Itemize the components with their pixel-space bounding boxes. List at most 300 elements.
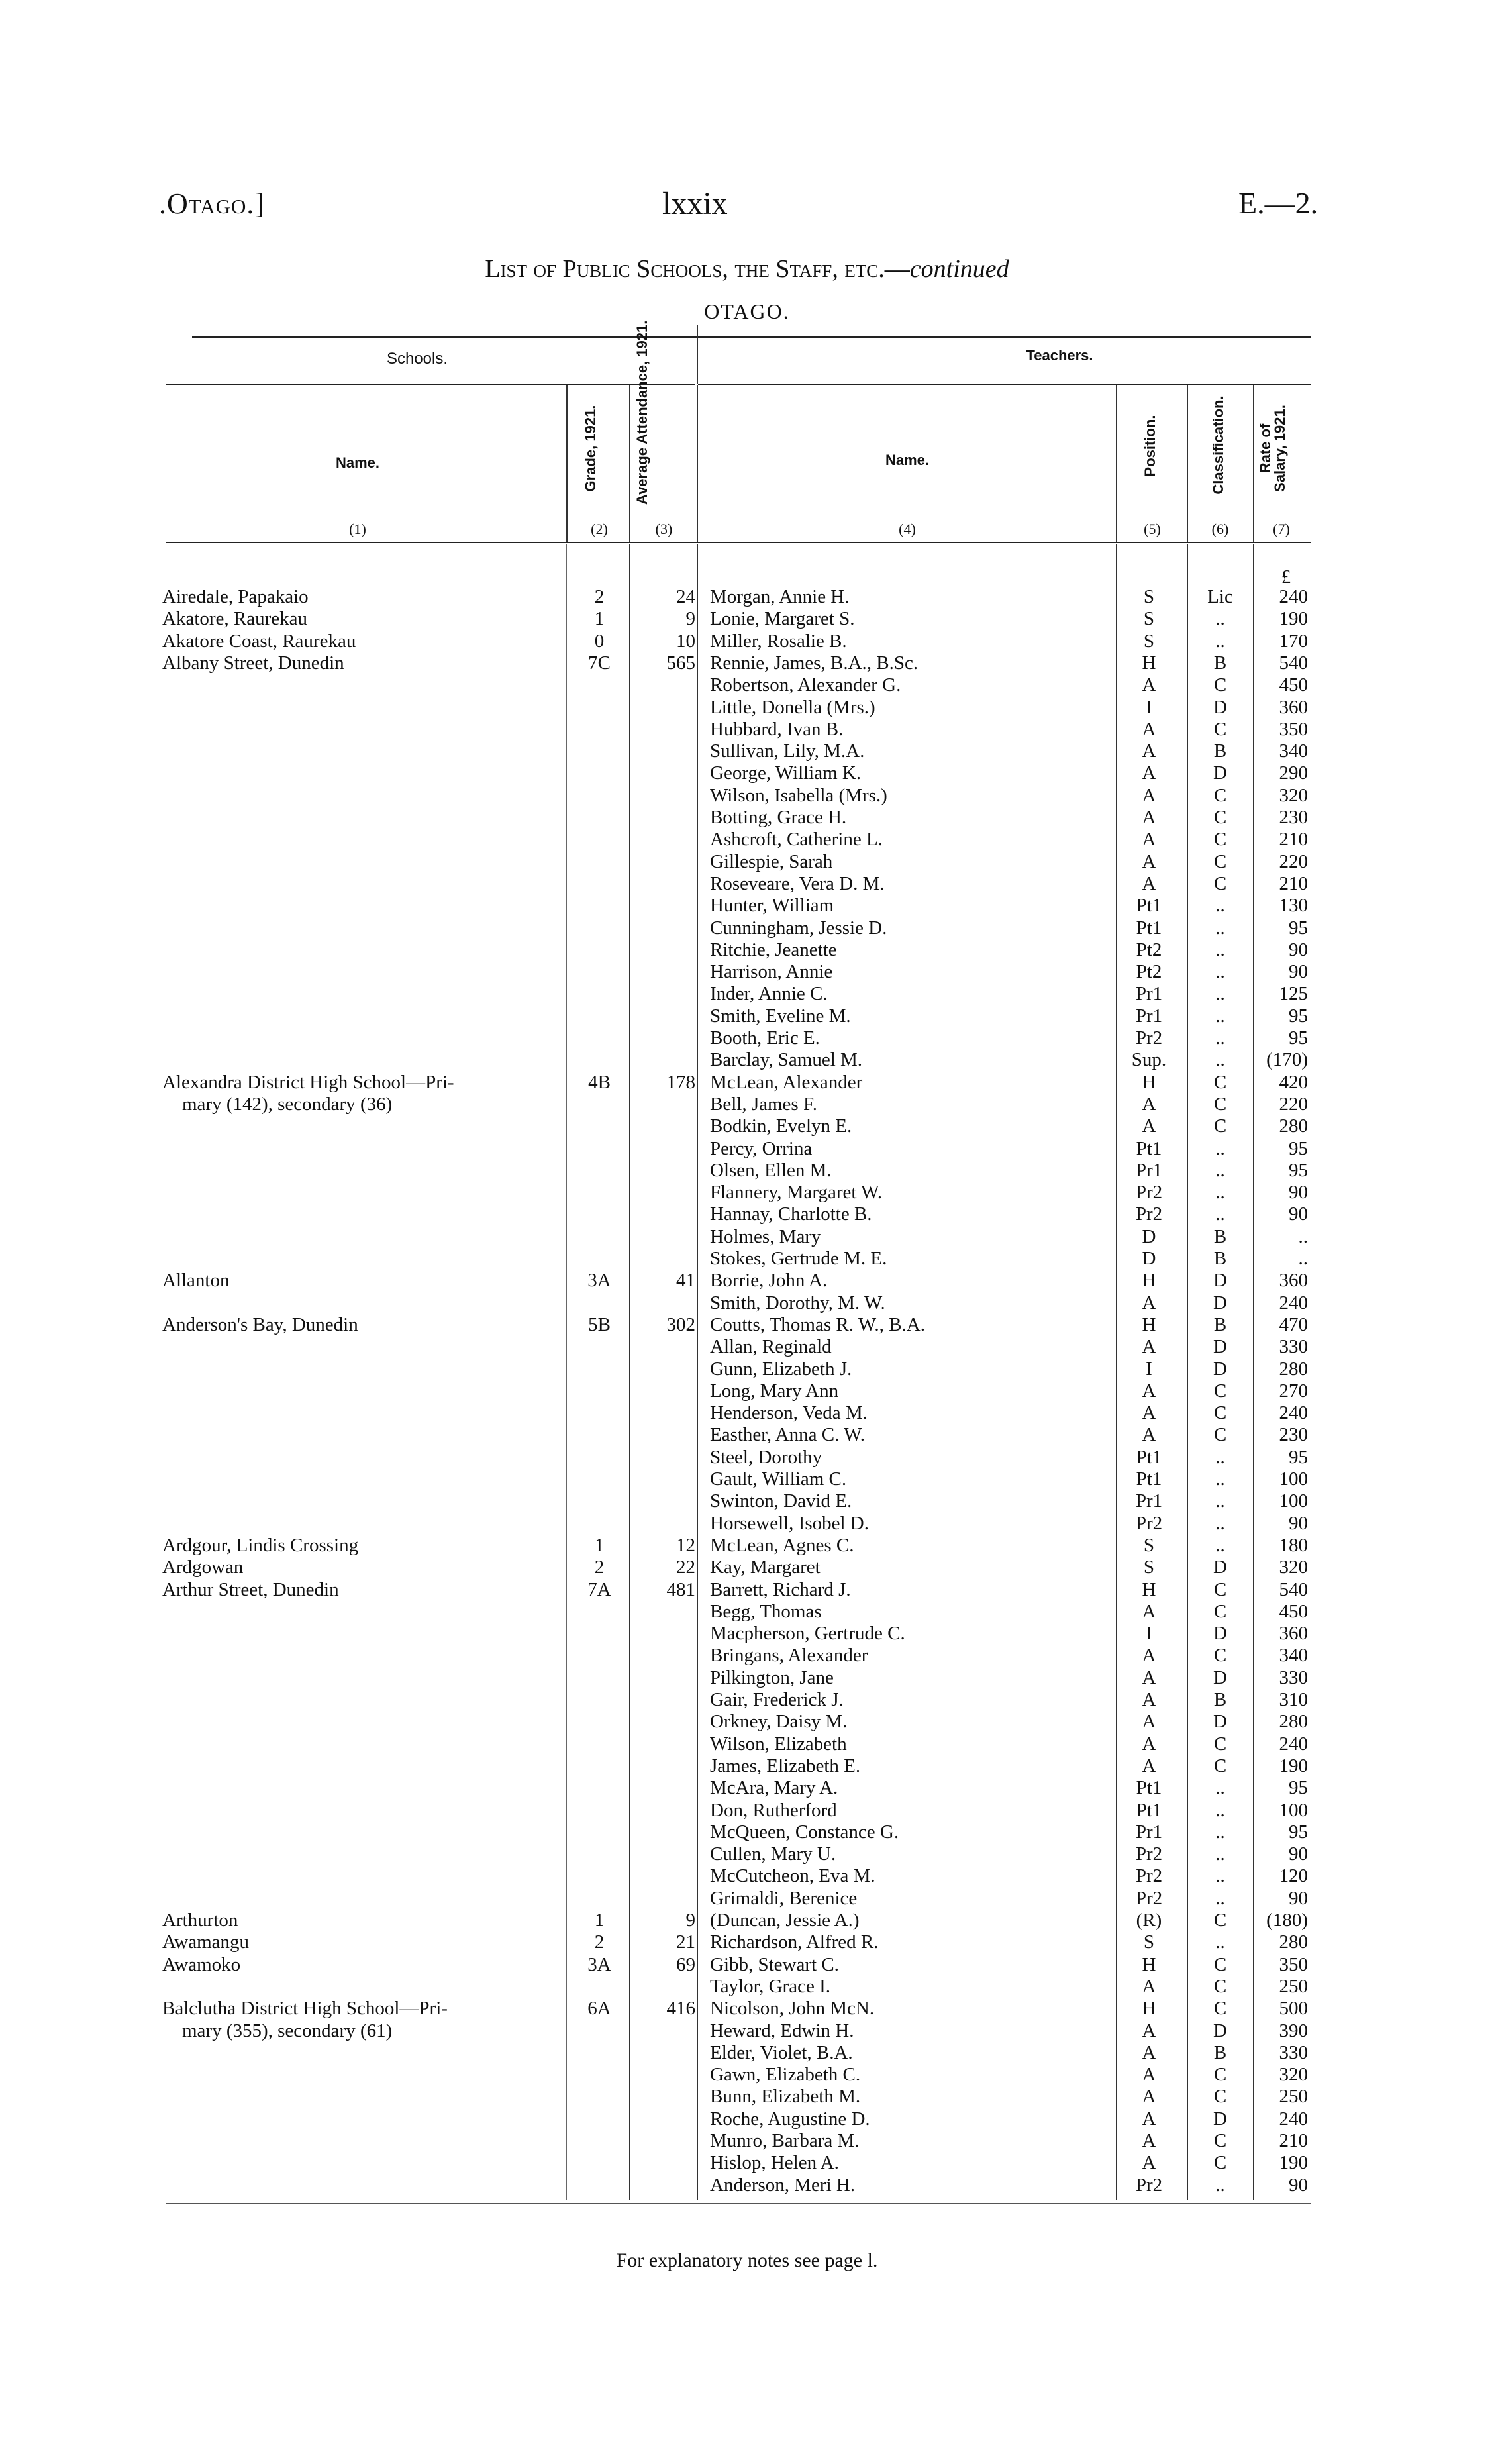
classification-cell: ..: [1215, 1159, 1225, 1181]
classification-cell: ..: [1215, 1887, 1225, 1909]
table-row: [0, 1359, 1494, 1380]
classification-cell: D: [1213, 1336, 1227, 1358]
teacher-name-cell: Barclay, Samuel M.: [710, 1049, 863, 1071]
teacher-name-cell: Borrie, John A.: [710, 1270, 828, 1292]
position-cell: H: [1142, 1313, 1156, 1335]
table-row: [0, 785, 1494, 807]
teacher-name-cell: (Duncan, Jessie A.): [710, 1910, 860, 1931]
col-number: (5): [1144, 521, 1161, 537]
salary-cell: 240: [1279, 2108, 1308, 2130]
salary-cell: 320: [1279, 784, 1308, 806]
table-row: [0, 2064, 1494, 2086]
salary-cell: 90: [1289, 1843, 1308, 1865]
classification-cell: C: [1213, 1645, 1227, 1667]
position-cell: I: [1146, 1358, 1152, 1380]
salary-cell: 280: [1279, 1358, 1308, 1380]
position-cell: Pt1: [1136, 1137, 1162, 1159]
teacher-name-cell: Hunter, William: [710, 895, 834, 917]
grade-cell: 2: [594, 1931, 605, 1953]
table-row: [0, 851, 1494, 873]
classification-cell: C: [1213, 1380, 1227, 1402]
salary-cell: 450: [1279, 674, 1308, 696]
classification-cell: B: [1213, 652, 1227, 674]
teacher-name-cell: Robertson, Alexander G.: [710, 674, 901, 696]
table-row: [0, 1689, 1494, 1711]
table-row: [0, 961, 1494, 983]
classification-cell: C: [1213, 2152, 1227, 2174]
classification-cell: C: [1213, 1600, 1227, 1622]
school-name-cell: Awamoko: [162, 1953, 241, 1975]
salary-cell: 95: [1289, 1777, 1308, 1799]
classification-cell: ..: [1215, 1005, 1225, 1027]
position-cell: Sup.: [1131, 1049, 1167, 1071]
school-name-cell: Anderson's Bay, Dunedin: [162, 1313, 358, 1335]
position-cell: A: [1142, 1380, 1156, 1402]
table-row: [0, 2175, 1494, 2196]
teacher-name-cell: McLean, Alexander: [710, 1071, 863, 1093]
attendance-cell: 565: [666, 652, 695, 674]
attendance-cell: 178: [666, 1071, 695, 1093]
table-row: [0, 917, 1494, 939]
salary-cell: 95: [1289, 1005, 1308, 1027]
teacher-name-cell: Sullivan, Lily, M.A.: [710, 741, 865, 762]
teacher-name-cell: Munro, Barbara M.: [710, 2130, 860, 2151]
teacher-name-cell: Botting, Grace H.: [710, 807, 847, 828]
list-title-main: List of Public Schools, the Staff, etc.—: [485, 255, 910, 283]
position-cell: S: [1143, 1534, 1155, 1556]
teacher-name-cell: Barrett, Richard J.: [710, 1578, 851, 1600]
position-cell: H: [1142, 652, 1156, 674]
position-cell: H: [1142, 1998, 1156, 2020]
salary-cell: 360: [1279, 696, 1308, 718]
salary-cell: 220: [1279, 1093, 1308, 1115]
teacher-name-cell: Gault, William C.: [710, 1468, 847, 1490]
salary-cell: 320: [1279, 1557, 1308, 1578]
teacher-name-cell: Allan, Reginald: [710, 1336, 832, 1358]
position-cell: A: [1142, 1424, 1156, 1446]
table-row: [0, 1711, 1494, 1733]
salary-cell: 450: [1279, 1600, 1308, 1622]
table-row: [0, 1954, 1494, 1976]
classification-cell: C: [1213, 2130, 1227, 2151]
position-cell: Pr2: [1135, 1843, 1163, 1865]
teacher-name-cell: Bunn, Elizabeth M.: [710, 2086, 861, 2108]
salary-cell: 280: [1279, 1931, 1308, 1953]
classification-cell: B: [1213, 1689, 1227, 1710]
teacher-name-cell: Hannay, Charlotte B.: [710, 1204, 872, 1225]
position-cell: S: [1143, 630, 1155, 652]
list-title: [0, 254, 1494, 283]
salary-cell: 170: [1279, 630, 1308, 652]
grade-cell: 2: [594, 586, 605, 607]
classification-cell: ..: [1215, 1468, 1225, 1490]
table-row: [0, 1800, 1494, 1822]
teacher-name-cell: Don, Rutherford: [710, 1799, 837, 1821]
position-cell: Pr2: [1135, 1512, 1163, 1534]
table-row: [0, 873, 1494, 895]
position-cell: A: [1142, 850, 1156, 872]
attendance-cell: 24: [676, 586, 695, 607]
col-header-classification: Classification.: [1210, 395, 1226, 495]
classification-cell: C: [1213, 1424, 1227, 1446]
position-cell: Pr2: [1135, 1204, 1163, 1225]
table-row: [0, 1468, 1494, 1490]
position-cell: A: [1142, 784, 1156, 806]
grade-cell: 7A: [587, 1578, 611, 1600]
classification-cell: D: [1213, 2020, 1227, 2041]
salary-cell: 100: [1279, 1799, 1308, 1821]
school-name-cell: Arthurton: [162, 1910, 238, 1931]
table-row: [0, 2130, 1494, 2152]
position-cell: A: [1142, 807, 1156, 828]
classification-cell: C: [1213, 674, 1227, 696]
salary-cell: 90: [1289, 1512, 1308, 1534]
table-row: [0, 1447, 1494, 1468]
position-cell: Pr1: [1135, 1159, 1163, 1181]
attendance-cell: 481: [666, 1578, 695, 1600]
table-row: [0, 1931, 1494, 1953]
table-row: [0, 1843, 1494, 1865]
table-row: [0, 1535, 1494, 1557]
list-title-continued: continued: [909, 255, 1009, 283]
classification-cell: D: [1213, 1667, 1227, 1688]
position-cell: H: [1142, 1270, 1156, 1292]
teacher-name-cell: Lonie, Margaret S.: [710, 608, 855, 630]
school-name-cell: Akatore, Raurekau: [162, 608, 308, 630]
table-row: [0, 1182, 1494, 1204]
table-row: [0, 741, 1494, 762]
salary-cell: (180): [1266, 1910, 1308, 1931]
position-cell: A: [1142, 1755, 1156, 1776]
teacher-name-cell: James, Elizabeth E.: [710, 1755, 861, 1776]
salary-cell: 360: [1279, 1623, 1308, 1645]
attendance-cell: 9: [685, 608, 695, 630]
col-number: (3): [655, 521, 673, 537]
table-row: [0, 1822, 1494, 1843]
salary-cell: 100: [1279, 1490, 1308, 1512]
position-cell: Pt1: [1136, 1777, 1162, 1799]
salary-cell: 230: [1279, 1424, 1308, 1446]
position-cell: S: [1143, 608, 1155, 630]
grade-cell: 5B: [588, 1313, 611, 1335]
teacher-name-cell: Booth, Eric E.: [710, 1027, 820, 1049]
teacher-name-cell: Miller, Rosalie B.: [710, 630, 847, 652]
table-bottom-rule: [166, 2203, 1311, 2204]
col-header-salary: Rate of Salary, 1921.: [1257, 405, 1288, 492]
position-cell: Pr2: [1135, 1027, 1163, 1049]
teacher-name-cell: Richardson, Alfred R.: [710, 1931, 879, 1953]
table-row: [0, 1204, 1494, 1225]
position-cell: H: [1142, 1953, 1156, 1975]
school-name-cell: Airedale, Papakaio: [162, 586, 309, 607]
classification-cell: C: [1213, 1733, 1227, 1755]
position-cell: Pt1: [1136, 895, 1162, 917]
salary-cell: 270: [1279, 1380, 1308, 1402]
classification-cell: C: [1213, 784, 1227, 806]
attendance-cell: 12: [676, 1534, 695, 1556]
classification-cell: ..: [1215, 1490, 1225, 1512]
classification-cell: C: [1213, 1578, 1227, 1600]
position-cell: A: [1142, 1115, 1156, 1137]
school-name-cell: Ardgowan: [162, 1557, 244, 1578]
classification-cell: C: [1213, 1975, 1227, 1997]
header-col-line: [566, 385, 568, 542]
position-cell: A: [1142, 2152, 1156, 2174]
table-row: [0, 1623, 1494, 1645]
school-name-cell: Alexandra District High School—Pri-: [162, 1071, 454, 1093]
grade-cell: 3A: [587, 1953, 611, 1975]
teacher-name-cell: McAra, Mary A.: [710, 1777, 838, 1799]
position-cell: A: [1142, 1711, 1156, 1733]
table-row: [0, 1998, 1494, 2020]
attendance-cell: 302: [666, 1313, 695, 1335]
teacher-name-cell: Long, Mary Ann: [710, 1380, 839, 1402]
school-name-cell: Allanton: [162, 1270, 230, 1292]
classification-cell: ..: [1215, 983, 1225, 1005]
salary-cell: 180: [1279, 1534, 1308, 1556]
table-row: [0, 1049, 1494, 1071]
classification-cell: ..: [1215, 1182, 1225, 1204]
grade-cell: 7C: [588, 652, 611, 674]
salary-cell: ..: [1298, 1225, 1308, 1247]
table-row: [0, 895, 1494, 917]
table-row: [0, 2020, 1494, 2042]
salary-cell: 95: [1289, 1446, 1308, 1468]
salary-cell: 100: [1279, 1468, 1308, 1490]
table-row: [0, 586, 1494, 608]
classification-cell: ..: [1215, 1137, 1225, 1159]
position-cell: Pt1: [1136, 1446, 1162, 1468]
position-cell: A: [1142, 762, 1156, 784]
group-header-teachers: Teachers.: [1026, 347, 1093, 364]
region-title: OTAGO.: [704, 299, 790, 323]
salary-cell: 350: [1279, 1953, 1308, 1975]
table-row: [0, 1733, 1494, 1755]
position-cell: I: [1146, 696, 1152, 718]
position-cell: Pt1: [1136, 1468, 1162, 1490]
attendance-cell: 41: [676, 1270, 695, 1292]
grade-cell: 2: [594, 1557, 605, 1578]
table-row: [0, 1424, 1494, 1446]
teacher-name-cell: Wilson, Isabella (Mrs.): [710, 784, 887, 806]
salary-cell: 420: [1279, 1071, 1308, 1093]
teacher-name-cell: Swinton, David E.: [710, 1490, 852, 1512]
classification-cell: ..: [1215, 917, 1225, 939]
salary-cell: 210: [1279, 829, 1308, 850]
table-row: [0, 1645, 1494, 1667]
header-col-line: [1116, 385, 1117, 542]
classification-cell: B: [1213, 1248, 1227, 1269]
table-row: [0, 1160, 1494, 1182]
table-row: [0, 1777, 1494, 1799]
position-cell: Pr2: [1135, 2174, 1163, 2196]
teacher-name-cell: Pilkington, Jane: [710, 1667, 834, 1688]
classification-cell: ..: [1215, 1799, 1225, 1821]
position-cell: A: [1142, 741, 1156, 762]
classification-cell: C: [1213, 1402, 1227, 1424]
salary-cell: 340: [1279, 741, 1308, 762]
header-col-line: [629, 385, 630, 542]
salary-cell: 95: [1289, 1027, 1308, 1049]
table-row: [0, 1027, 1494, 1049]
table-row: [0, 1314, 1494, 1336]
classification-cell: ..: [1215, 1512, 1225, 1534]
classification-cell: D: [1213, 1358, 1227, 1380]
position-cell: Pr1: [1135, 983, 1163, 1005]
teacher-name-cell: Smith, Eveline M.: [710, 1005, 851, 1027]
teacher-name-cell: Flannery, Margaret W.: [710, 1182, 883, 1204]
teacher-name-cell: Smith, Dorothy, M. W.: [710, 1292, 885, 1313]
salary-cell: 90: [1289, 1182, 1308, 1204]
grade-cell: 0: [594, 630, 605, 652]
teacher-name-cell: Steel, Dorothy: [710, 1446, 822, 1468]
grade-cell: 1: [594, 608, 605, 630]
teacher-name-cell: George, William K.: [710, 762, 862, 784]
classification-cell: D: [1213, 1270, 1227, 1292]
teacher-name-cell: Kay, Margaret: [710, 1557, 821, 1578]
col-number: (6): [1211, 521, 1229, 537]
table-row: [0, 1910, 1494, 1931]
position-cell: A: [1142, 2130, 1156, 2151]
position-cell: S: [1143, 586, 1155, 607]
salary-cell: ..: [1298, 1248, 1308, 1269]
table-row: [0, 983, 1494, 1005]
salary-cell: (170): [1266, 1049, 1308, 1071]
table-row: [0, 1248, 1494, 1270]
position-cell: S: [1143, 1931, 1155, 1953]
position-cell: A: [1142, 1667, 1156, 1688]
salary-cell: 350: [1279, 718, 1308, 740]
classification-cell: ..: [1215, 1049, 1225, 1071]
col-number: (7): [1273, 521, 1290, 537]
teacher-name-cell: Easther, Anna C. W.: [710, 1424, 866, 1446]
teacher-name-cell: Rennie, James, B.A., B.Sc.: [710, 652, 919, 674]
classification-cell: B: [1213, 1313, 1227, 1335]
footer-note: For explanatory notes see page l.: [616, 2249, 878, 2271]
salary-cell: 330: [1279, 1667, 1308, 1688]
table-row: [0, 1380, 1494, 1402]
salary-cell: 540: [1279, 1578, 1308, 1600]
teacher-name-cell: Hislop, Helen A.: [710, 2152, 839, 2174]
classification-cell: C: [1213, 1953, 1227, 1975]
position-cell: Pt1: [1136, 917, 1162, 939]
grade-cell: 6A: [587, 1998, 611, 2020]
position-cell: Pr2: [1135, 1887, 1163, 1909]
col-header-position: Position.: [1142, 415, 1158, 477]
salary-cell: 280: [1279, 1711, 1308, 1733]
classification-cell: C: [1213, 1071, 1227, 1093]
table-row: [0, 2152, 1494, 2174]
salary-cell: 210: [1279, 872, 1308, 894]
teacher-name-cell: Wilson, Elizabeth: [710, 1733, 847, 1755]
teacher-name-cell: Cunningham, Jessie D.: [710, 917, 887, 939]
classification-cell: D: [1213, 1623, 1227, 1645]
salary-cell: 360: [1279, 1270, 1308, 1292]
table-row: [0, 1402, 1494, 1424]
position-cell: Pt2: [1136, 939, 1162, 960]
classification-cell: C: [1213, 1755, 1227, 1776]
classification-cell: ..: [1215, 2174, 1225, 2196]
position-cell: A: [1142, 1292, 1156, 1313]
school-name-cell: Balclutha District High School—Pri-: [162, 1998, 448, 2020]
table-row: [0, 807, 1494, 829]
position-cell: S: [1143, 1557, 1155, 1578]
teacher-name-cell: Little, Donella (Mrs.): [710, 696, 875, 718]
table-row: [0, 1226, 1494, 1248]
table-row: [0, 1579, 1494, 1601]
header-bottom-rule: [166, 542, 1311, 543]
classification-cell: ..: [1215, 1204, 1225, 1225]
table-row: [0, 1138, 1494, 1160]
position-cell: A: [1142, 829, 1156, 850]
classification-cell: B: [1213, 1225, 1227, 1247]
classification-cell: ..: [1215, 1843, 1225, 1865]
table-row: [0, 1601, 1494, 1623]
teacher-name-cell: Coutts, Thomas R. W., B.A.: [710, 1313, 925, 1335]
page-header-right: E.—2.: [1238, 186, 1319, 220]
position-cell: Pr1: [1135, 1490, 1163, 1512]
teacher-name-cell: Macpherson, Gertrude C.: [710, 1623, 905, 1645]
col-header-attendance: [634, 320, 650, 505]
col-number: (4): [899, 521, 916, 537]
classification-cell: D: [1213, 1711, 1227, 1733]
salary-cell: 125: [1279, 983, 1308, 1005]
table-row: [0, 719, 1494, 741]
grade-cell: 1: [594, 1534, 605, 1556]
salary-cell: 240: [1279, 1402, 1308, 1424]
salary-cell: 190: [1279, 1755, 1308, 1776]
table-row: [0, 2108, 1494, 2130]
teacher-name-cell: Orkney, Daisy M.: [710, 1711, 848, 1733]
teacher-name-cell: Heward, Edwin H.: [710, 2020, 854, 2041]
position-cell: A: [1142, 674, 1156, 696]
grade-cell: 4B: [588, 1071, 611, 1093]
teacher-name-cell: Gibb, Stewart C.: [710, 1953, 839, 1975]
salary-cell: 310: [1279, 1689, 1308, 1710]
table-row: [0, 697, 1494, 719]
salary-cell: 470: [1279, 1313, 1308, 1335]
attendance-cell: 22: [676, 1557, 695, 1578]
position-cell: Pr1: [1135, 1821, 1163, 1843]
classification-cell: ..: [1215, 1865, 1225, 1887]
teacher-name-cell: Roche, Augustine D.: [710, 2108, 870, 2130]
col-header-school-name: Name.: [335, 454, 380, 471]
classification-cell: ..: [1215, 630, 1225, 652]
classification-cell: D: [1213, 762, 1227, 784]
classification-cell: ..: [1215, 1027, 1225, 1049]
group-header-schools: Schools.: [386, 350, 448, 368]
table-row: [0, 2042, 1494, 2064]
teacher-name-cell: McLean, Agnes C.: [710, 1534, 854, 1556]
classification-cell: ..: [1215, 1446, 1225, 1468]
salary-cell: 320: [1279, 2064, 1308, 2086]
teacher-name-cell: Elder, Violet, B.A.: [710, 2041, 853, 2063]
table-row: [0, 829, 1494, 850]
teacher-name-cell: Harrison, Annie: [710, 961, 833, 983]
teacher-name-cell: Gunn, Elizabeth J.: [710, 1358, 852, 1380]
salary-cell: 250: [1279, 1975, 1308, 1997]
classification-cell: D: [1213, 1557, 1227, 1578]
group-divider: [697, 325, 698, 384]
teacher-name-cell: Morgan, Annie H.: [710, 586, 850, 607]
teacher-name-cell: Holmes, Mary: [710, 1225, 821, 1247]
teacher-name-cell: Inder, Annie C.: [710, 983, 828, 1005]
teacher-name-cell: Anderson, Meri H.: [710, 2174, 856, 2196]
col-header-attendance-text: Average Attendance, 1921.: [634, 320, 650, 505]
position-cell: A: [1142, 1336, 1156, 1358]
teacher-name-cell: McCutcheon, Eva M.: [710, 1865, 875, 1887]
school-name-cell: mary (355), secondary (61): [182, 2020, 393, 2041]
